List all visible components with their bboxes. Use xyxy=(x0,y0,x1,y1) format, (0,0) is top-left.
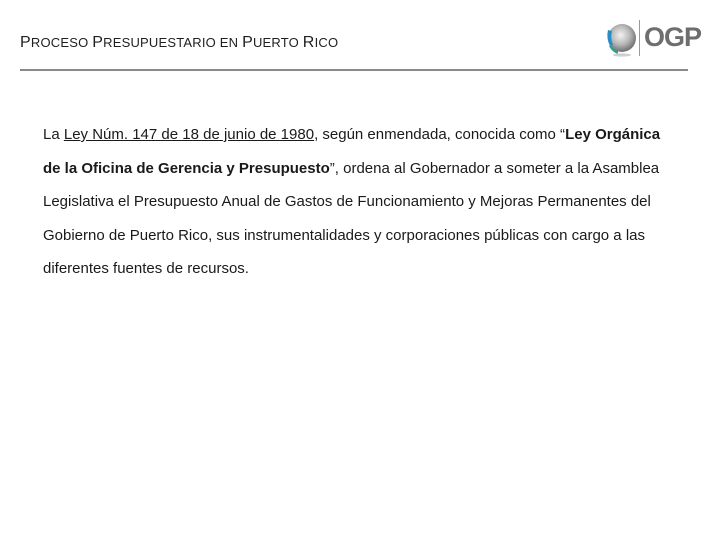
title-word-proceso: ROCESO xyxy=(30,35,93,50)
law-reference-link[interactable]: Ley Núm. 147 de 18 de junio de 1980 xyxy=(63,126,315,143)
page-title xyxy=(20,34,338,52)
header-divider xyxy=(20,69,688,71)
logo-divider xyxy=(639,20,640,56)
title-initial-r: R xyxy=(302,34,315,51)
body-text-seg3: , según enmendada, conocida como “ xyxy=(314,126,566,143)
title-initial-p3: P xyxy=(242,34,253,51)
title-word-rico: ICO xyxy=(314,35,339,50)
globe-icon xyxy=(602,18,638,58)
ogp-logo xyxy=(602,18,702,60)
body-text-seg1: La xyxy=(43,126,64,143)
title-initial-p1: P xyxy=(20,34,31,51)
title-word-puerto: UERTO xyxy=(252,35,303,50)
title-word-presupuestario: RESUPUESTARIO EN xyxy=(103,35,243,50)
body-paragraph xyxy=(43,118,673,286)
body-text-seg5: ”, ordena al Gobernador a someter a la Asamblea Legislativa el Presupuesto Anual de Gastos de Funcionamiento y Mejoras Permanentes del Gobierno de Puerto Rico, sus instrumentalidades y corporaciones públicas con cargo a las diferentes fuentes de recursos. xyxy=(43,159,660,277)
title-initial-p2: P xyxy=(92,34,104,51)
logo-text: OGP xyxy=(644,22,702,52)
law-title-bold: Ley Orgánica de la Oficina de Gerencia y Presupuesto xyxy=(43,126,661,177)
